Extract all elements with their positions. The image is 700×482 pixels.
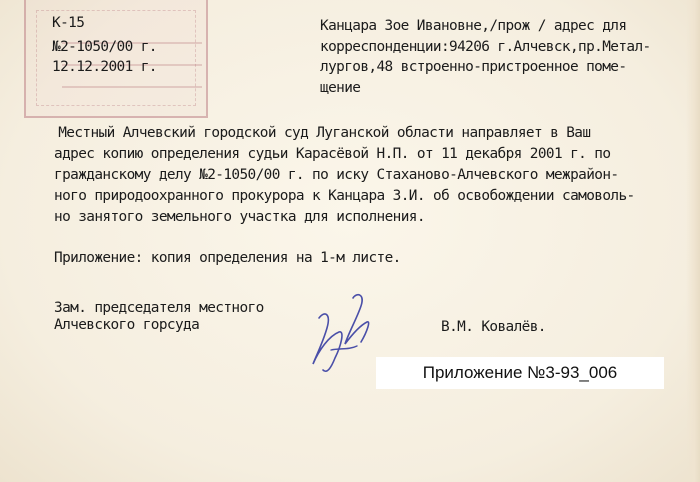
handwritten-signature: [305, 288, 385, 378]
signatory-title-line-1: Зам. председателя местного: [54, 300, 264, 316]
stamp-line: [62, 86, 202, 88]
addressee-line-1: Канцара Зое Ивановне,/прож / адрес для: [320, 18, 627, 34]
document-label: [376, 357, 664, 389]
signatory-name: В.М. Ковалёв.: [441, 319, 546, 335]
body-line: но занятого земельного участка для исполнения.: [54, 209, 425, 225]
addressee-line-3: лургов,48 встроенно-пристроенное поме-: [320, 59, 627, 75]
body-line: адрес копию определения судьи Карасёвой Н.П. от 11 декабря 2001 г. по: [54, 146, 611, 162]
signatory-title-line-2: Алчевского горсуда: [54, 317, 200, 333]
addressee-line-2: корреспонденции:94206 г.Алчевск,пр.Метал-: [320, 39, 651, 55]
attachment-note: Приложение: копия определения на 1-м листе.: [54, 250, 401, 266]
document-label-text: Приложение №3-93_006: [422, 363, 618, 382]
case-number: №2-1050/00 г.: [52, 39, 157, 55]
document-date: 12.12.2001 г.: [52, 59, 157, 75]
reference-code: К-15: [52, 15, 85, 31]
body-line: ного природоохранного прокурора к Канцара З.И. об освобождении самоволь-: [54, 188, 635, 204]
addressee-line-4: щение: [320, 80, 361, 96]
body-line: Местный Алчевский городской суд Луганской области направляет в Ваш: [34, 125, 591, 141]
body-line: гражданскому делу №2-1050/00 г. по иску Стаханово-Алчевского межрайон-: [54, 167, 619, 183]
